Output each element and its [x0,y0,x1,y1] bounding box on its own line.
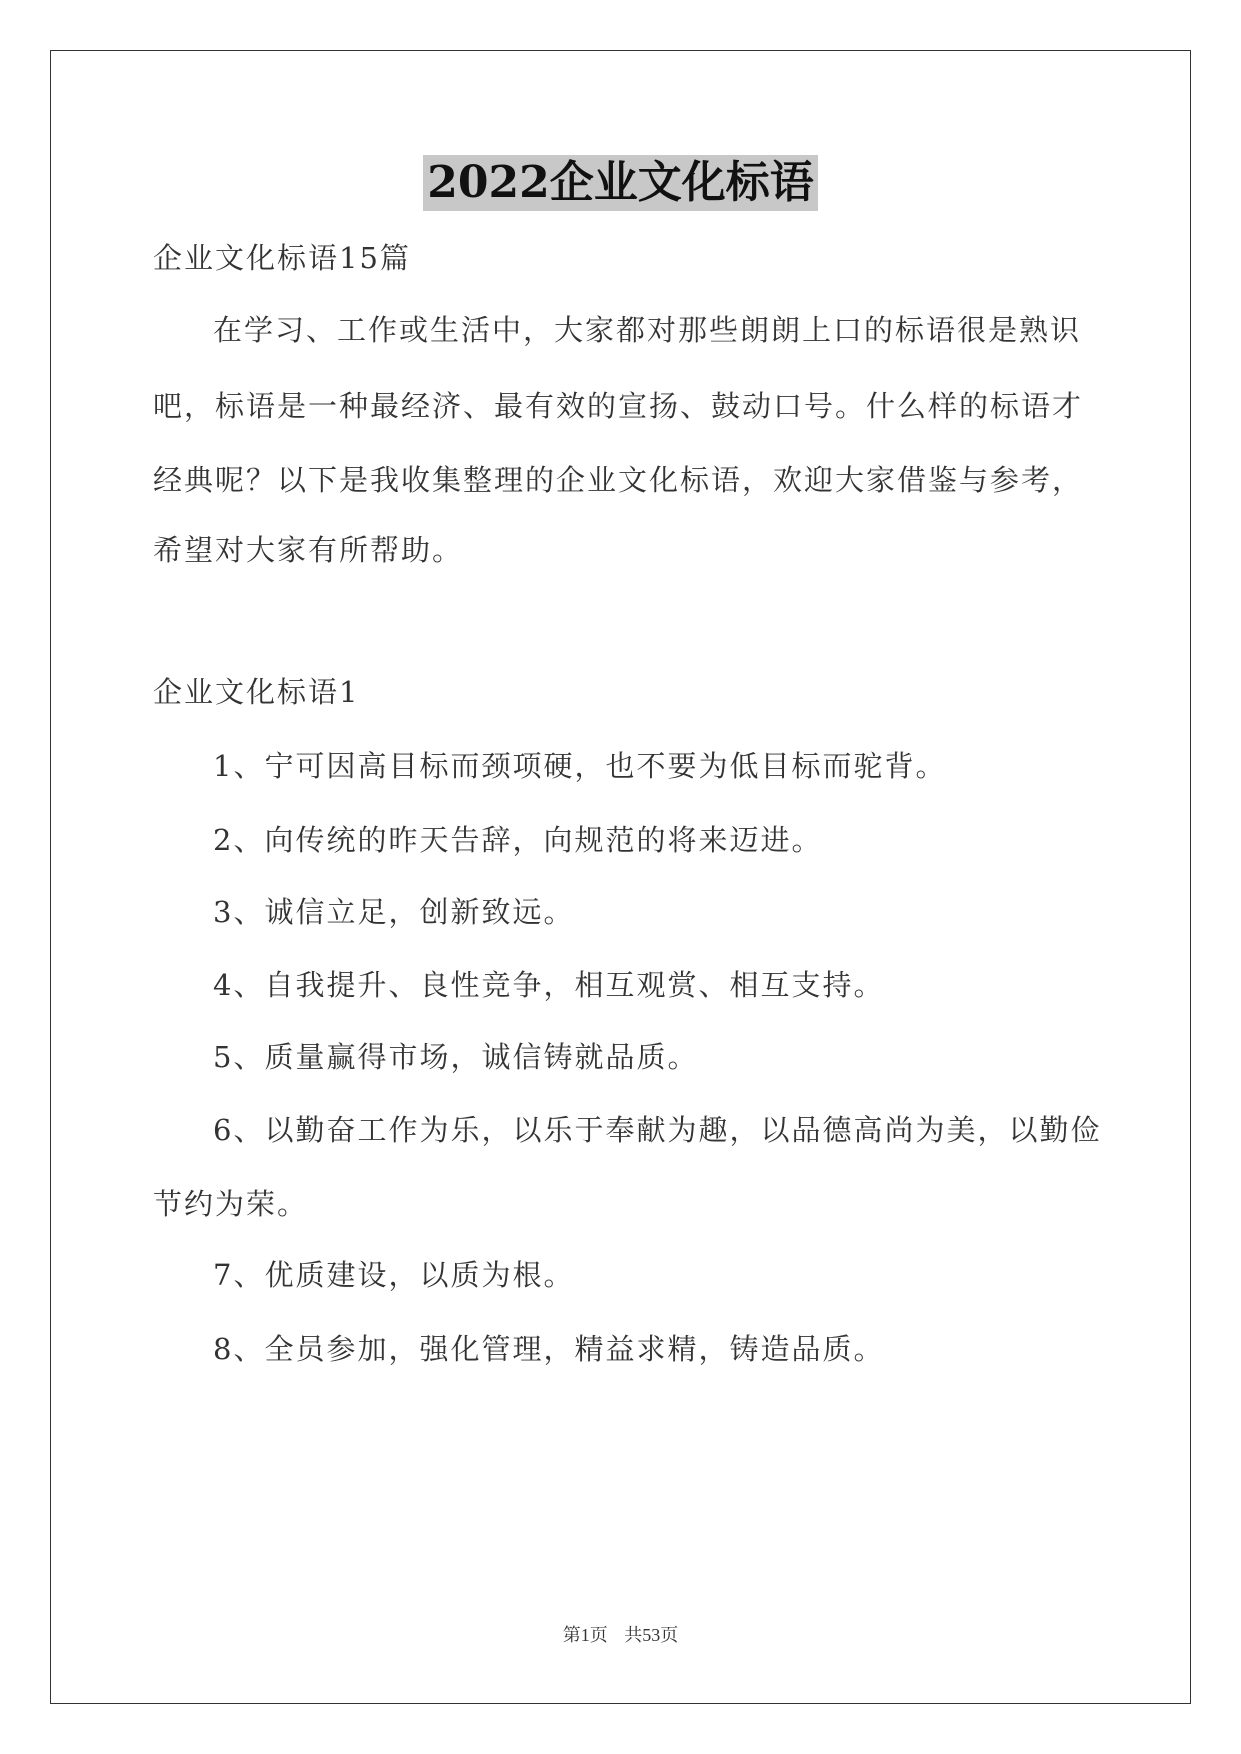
intro-line: 经典呢？以下是我收集整理的企业文化标语，欢迎大家借鉴与参考， [153,463,1084,497]
page-total: 共53页 [624,1625,679,1645]
page-footer [0,1623,1241,1647]
list-item: 3、诚信立足，创新致远。 [213,895,575,929]
intro-line: 吧，标语是一种最经济、最有效的宣扬、鼓动口号。什么样的标语才 [153,389,1084,423]
list-item: 7、优质建设，以质为根。 [213,1258,575,1292]
list-item-continuation: 节约为荣。 [153,1187,309,1221]
page-border [50,50,1191,1704]
title-container [0,155,1241,211]
section-heading: 企业文化标语1 [153,675,360,709]
list-item: 8、全员参加，强化管理，精益求精，铸造品质。 [213,1332,885,1366]
list-item: 1、宁可因高目标而颈项硬，也不要为低目标而驼背。 [213,749,947,783]
list-item: 2、向传统的昨天告辞，向规范的将来迈进。 [213,823,823,857]
intro-line: 在学习、工作或生活中，大家都对那些朗朗上口的标语很是熟识 [213,313,1082,347]
document-subtitle: 企业文化标语15篇 [153,241,411,275]
list-item: 6、以勤奋工作为乐，以乐于奉献为趣，以品德高尚为美，以勤俭 [213,1113,1102,1147]
document-title: 2022企业文化标语 [423,155,817,211]
page-number: 第1页 [562,1625,608,1645]
list-item: 5、质量赢得市场，诚信铸就品质。 [213,1040,699,1074]
list-item: 4、自我提升、良性竞争，相互观赏、相互支持。 [213,968,885,1002]
intro-line: 希望对大家有所帮助。 [153,533,464,567]
